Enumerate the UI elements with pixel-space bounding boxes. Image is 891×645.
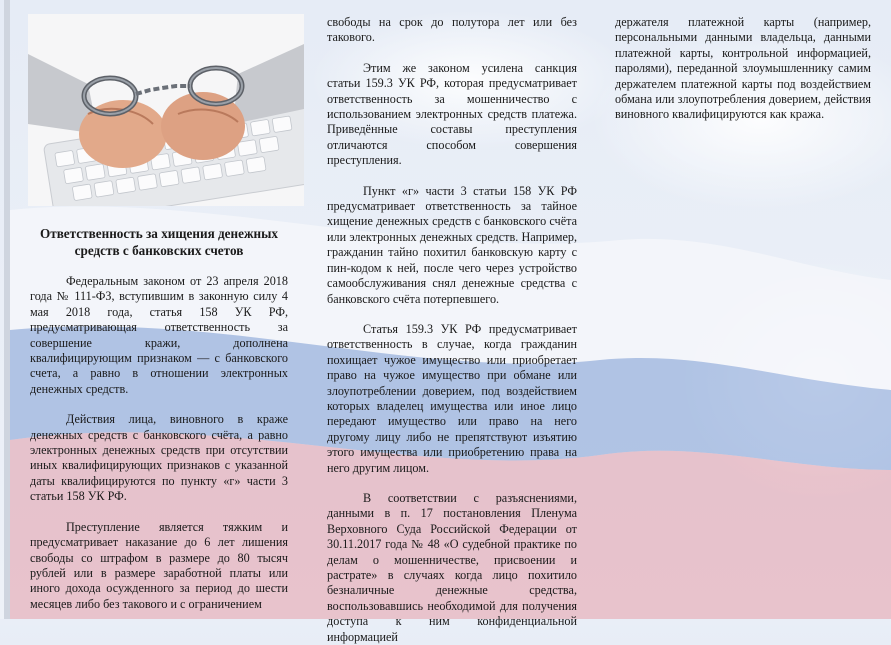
paragraph: Действия лица, виновного в краже денежных средств с банковского счёта, а равно электронных денежных средств при отсутствии иных квалифицирующих признаков с указанной даты квалифицируются по пункту «г» части 3 статьи 158 УК РФ.	[30, 412, 288, 504]
article-heading: Ответственность за хищения денежных средств с банковских счетов	[39, 226, 279, 258]
text-column-3	[615, 15, 871, 123]
paragraph: Преступление является тяжким и предусматривает наказание до 6 лет лишения свободы со штрафом в размере до 80 тысяч рублей или в размере заработной платы или иного дохода осужденного за период до шести месяцев либо без такового и с ограничением	[30, 519, 288, 611]
text-column-2	[327, 15, 577, 645]
paragraph: Пункт «г» части 3 статьи 158 УК РФ предусматривает ответственность за тайное хищение денежных средств с банковского счёта или электронных денежных средств. Например, гражданин тайно похитил банковскую карту с пин-кодом к ней, после чего через устройство самообслуживания снял денежные средства с банковского счёта потерпевшего.	[327, 183, 577, 306]
handcuffed-hands-on-keyboard-photo	[28, 14, 304, 206]
paragraph-continuation: держателя платежной карты (например, персональными данными владельца, данными платежной карты, контрольной информацией, паролями), переданной злоумышленнику самим держателем платежной карты под воздействием обмана или злоупотребления доверием, действия виновного квалифицируются как кража.	[615, 15, 871, 122]
paragraph-continuation: свободы на срок до полутора лет или без такового.	[327, 15, 577, 45]
paragraph: Этим же законом усилена санкция статьи 159.3 УК РФ, которая предусматривает ответственность за мошенничество с использованием электронных средств платежа. Приведённые составы преступления отличаются способом совершения преступления.	[327, 60, 577, 168]
paragraph: В соответствии с разъяснениями, данными в п. 17 постановления Пленума Верховного Суда Российской Федерации от 30.11.2017 года № 48 «О судебной практике по делам о мошенничестве, присвоении и растрате» в случаях когда лицо похитило безналичные денежные средства, воспользовавшись необходимой для получения доступа к ним конфиденциальной информацией	[327, 490, 577, 644]
paragraph: Федеральным законом от 23 апреля 2018 года № 111-ФЗ, вступившим в законную силу 4 мая 2018 года, статья 158 УК РФ, предусматривающая ответственность за совершение кражи, дополнена квалифицирующим признаком — с банковского счета, а равно в отношении электронных денежных средств.	[30, 274, 288, 396]
text-column-1	[30, 225, 288, 612]
paragraph: Статья 159.3 УК РФ предусматривает ответственность в случае, когда гражданин похищает чужое имущество или приобретает право на чужое имущество при обмане или злоупотреблении доверием, под воздействием которых владелец имущества или иное лицо передают имущество или право на него другому лицу либо не препятствуют изъятию этого имущества или приобретению права на него другим лицом.	[327, 321, 577, 475]
